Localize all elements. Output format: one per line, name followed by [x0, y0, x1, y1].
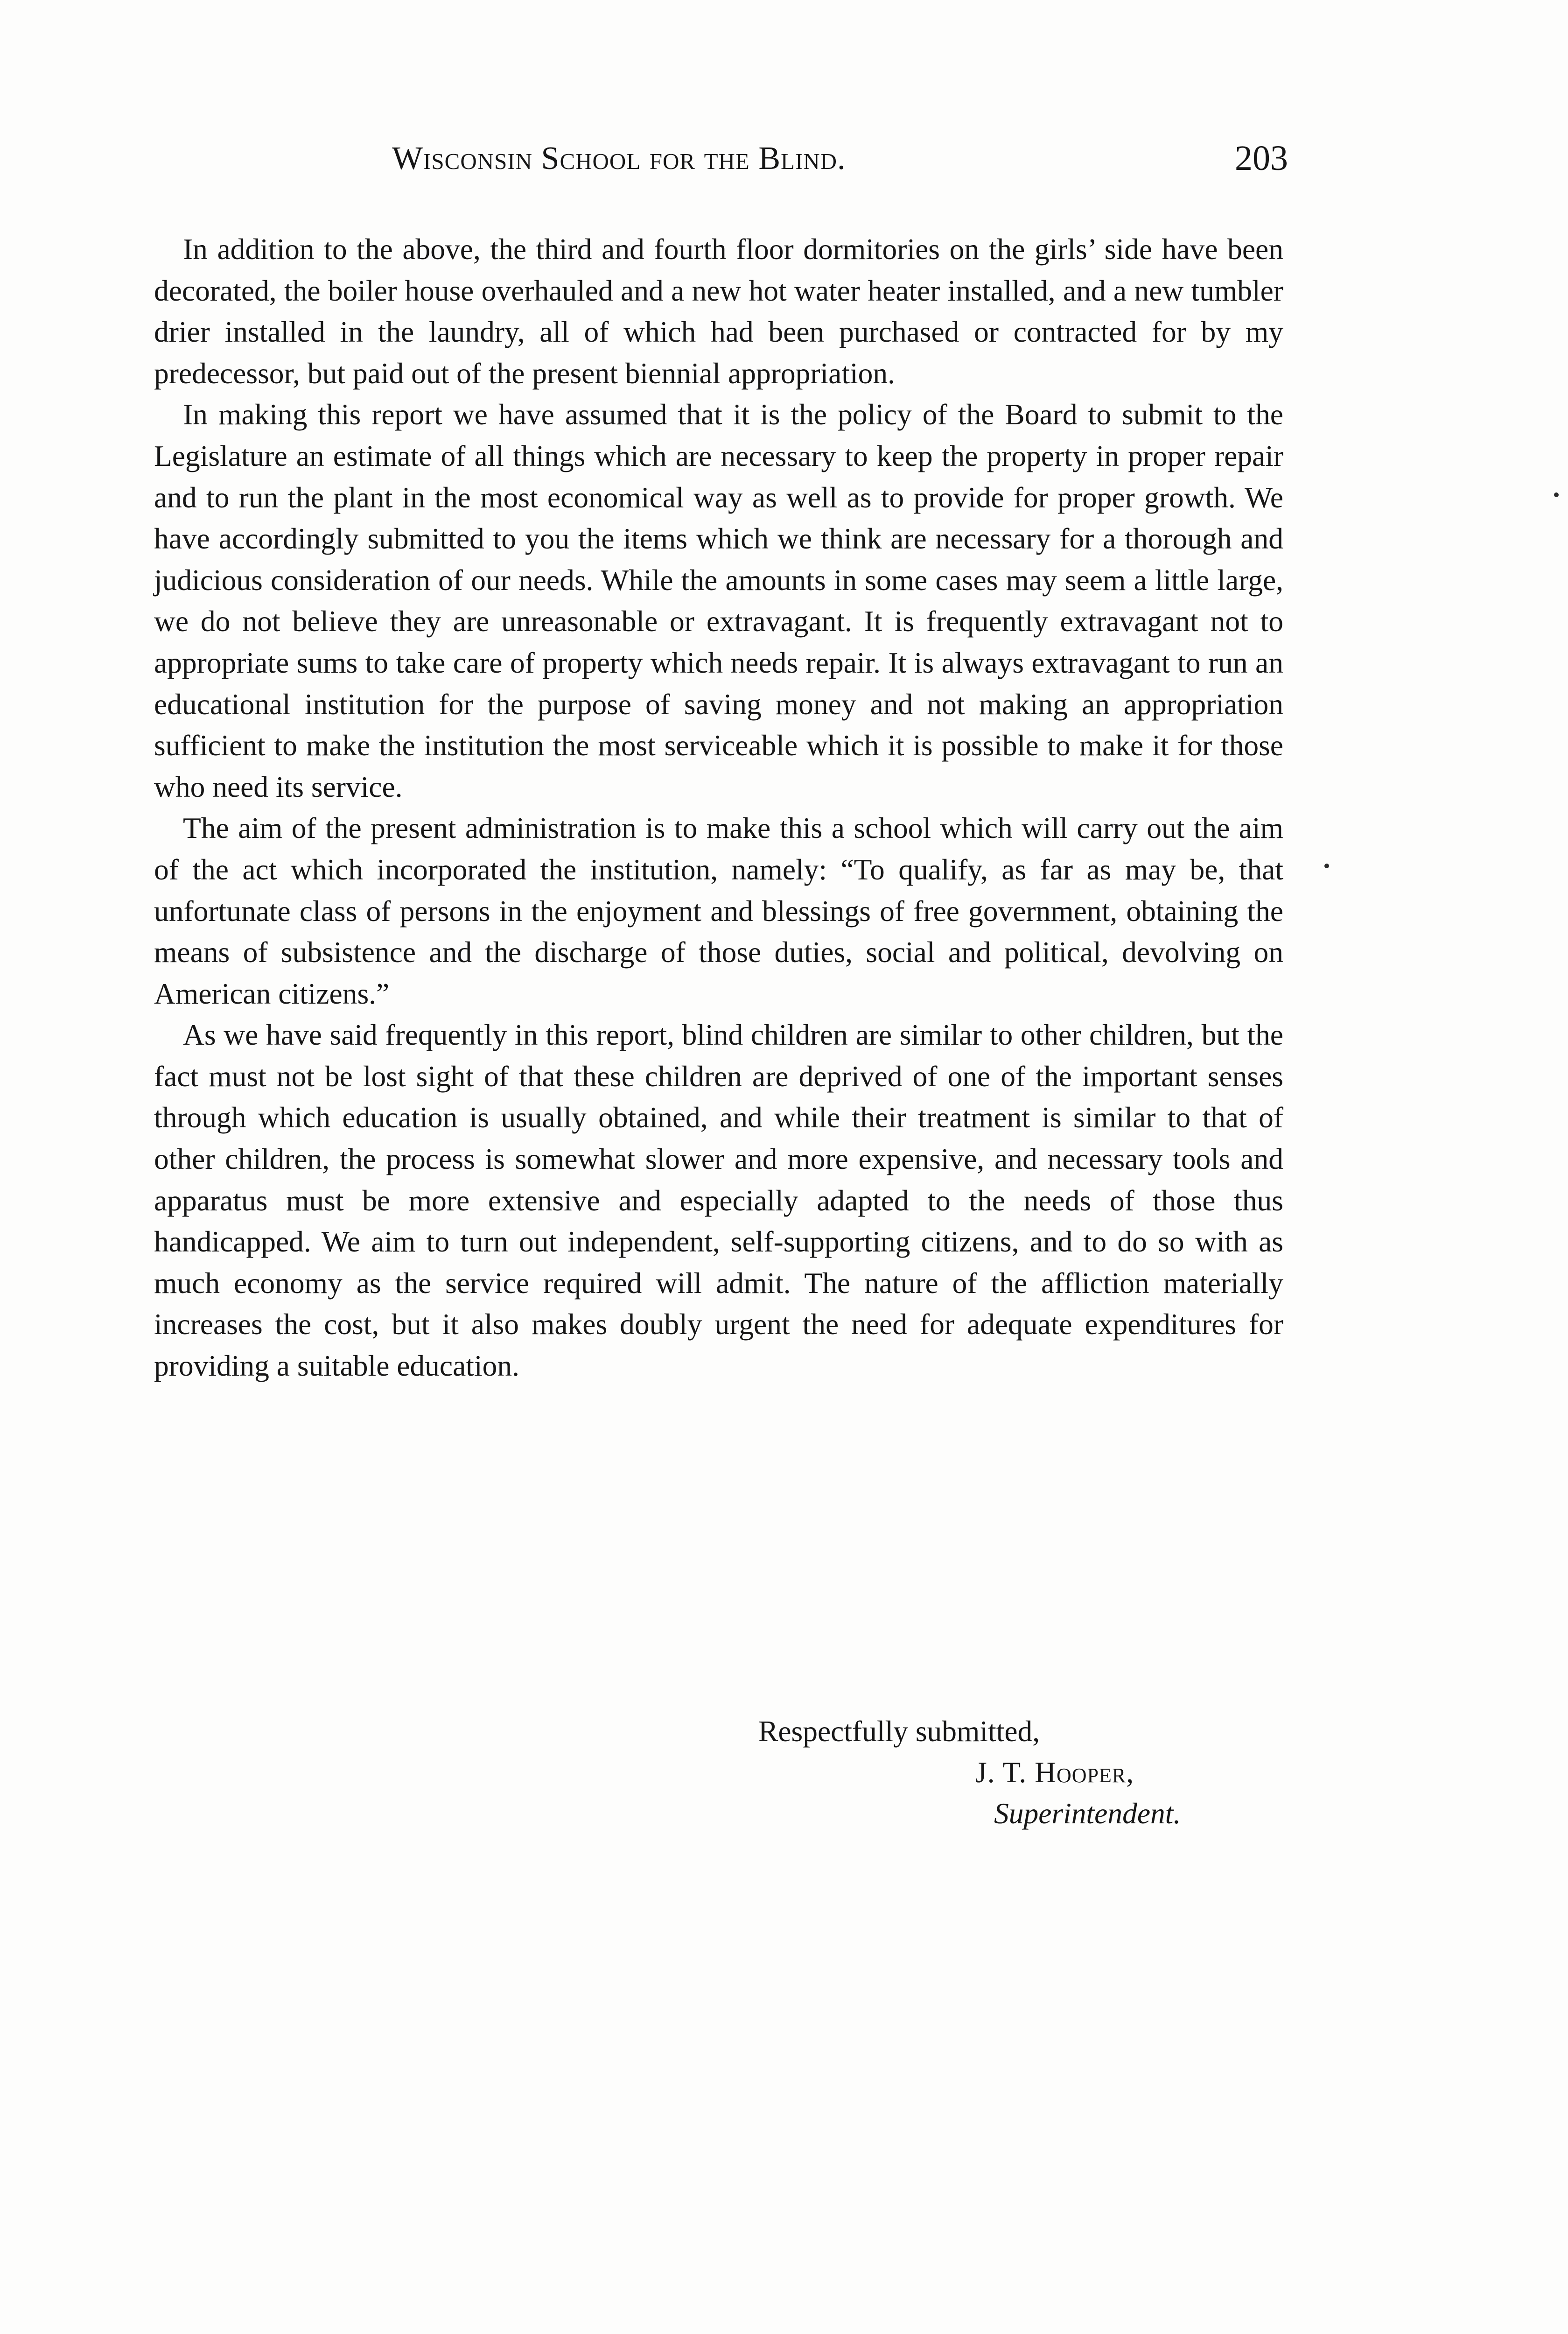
paragraph-dormitories: In addition to the above, the third and fourth floor dormitories on the girls’ side have been decorated, the boiler house overhauled and a new hot water heater installed, and a new tumbler drier installed in the laundry, all of which had been purchased or contracted for by my predecessor, but paid out of the present biennial appropriation. [154, 232, 1283, 390]
page-header [154, 140, 1288, 191]
report-body [154, 229, 1283, 1387]
signature-name: J. T. Hooper, [975, 1756, 1134, 1789]
paragraph-aim: The aim of the present administration is to make this a school which will carry out the aim of the act which incorporated the institution, namely: “To qualify, as far as may be, that unfortunate class of persons in the enjoyment and blessings of free government, obtaining the means of subsistence and the discharge of those duties, social and political, devolving on American citizens.” [154, 811, 1283, 1010]
page-number: 203 [1235, 139, 1288, 178]
paragraph-blind-children: As we have said frequently in this report, blind children are similar to other children, but the fact must not be lost sight of that these children are deprived of one of the important senses through which education is usually obtained, and while their treatment is similar to that of other children, the process is somewhat slower and more expensive, and necessary tools and apparatus must be more extensive and especially adapted to the needs of those thus handicapped. We aim to turn out independent, self-supporting citizens, and to do so with as much economy as the service required will admit. The nature of the affliction materially increases the cost, but it also makes doubly urgent the need for adequate expenditures for providing a suitable education. [154, 1018, 1283, 1383]
signature-closing: Respectfully submitted, [758, 1715, 1040, 1748]
signature-block [154, 1711, 1283, 1834]
signature-title: Superintendent. [994, 1797, 1181, 1830]
scan-speck [1324, 864, 1329, 868]
scan-speck [1554, 492, 1559, 497]
paragraph-policy: In making this report we have assumed that it is the policy of the Board to submit to the Legislature an estimate of all things which are necessary to keep the property in proper repair and to run the plant in the most economical way as well as to provide for proper growth. We have accordingly submitted to you the items which we think are necessary for a thorough and judicious consideration of our needs. While the amounts in some cases may seem a little large, we do not believe they are unreasonable or extravagant. It is frequently extravagant not to appropriate sums to take care of property which needs repair. It is always extravagant to run an educational institution for the purpose of saving money and not making an appropriation sufficient to make the institution the most serviceable which it is possible to make it for those who need its service. [154, 398, 1283, 803]
running-title: Wisconsin School for the Blind. [392, 141, 846, 176]
